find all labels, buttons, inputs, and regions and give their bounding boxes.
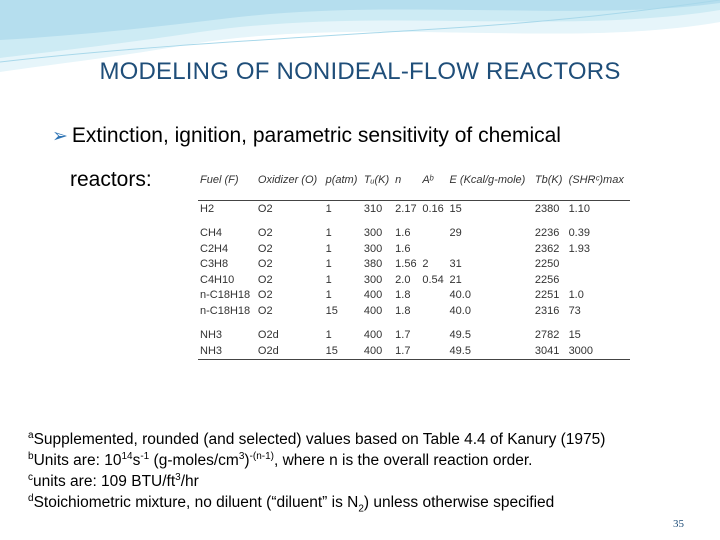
- table-cell: 2782: [534, 329, 560, 342]
- table-cell: NH3: [200, 329, 223, 342]
- table-cell: 1.56: [395, 258, 417, 271]
- footnote-text: /hr: [180, 473, 199, 491]
- footnote-text: Stoichiometric mixture, no diluent (“diluent” is N: [33, 494, 359, 512]
- table-cell: C3H8: [200, 258, 229, 271]
- footnote-marker: c: [28, 472, 33, 483]
- table-cell: [420, 241, 447, 257]
- table-cell: 310: [363, 202, 383, 215]
- table-row: [198, 328, 630, 344]
- table-cell: 400: [363, 304, 383, 317]
- column-header: Tᵤ(K): [363, 174, 390, 186]
- table-header-row: [198, 160, 630, 201]
- table-cell: O2: [257, 273, 273, 286]
- table-cell: [198, 319, 256, 328]
- exponent: 3: [175, 472, 181, 483]
- table-cell: 2236: [534, 227, 560, 240]
- table-cell: NH3: [200, 344, 223, 357]
- footnote-c: [28, 472, 199, 491]
- column-header: E (Kcal/g-mole): [449, 174, 526, 186]
- table-cell: 3041: [534, 344, 560, 357]
- footnote-text: ): [244, 452, 250, 470]
- table-cell: O2: [257, 202, 273, 215]
- table-cell: 40.0: [449, 289, 471, 302]
- table-cell: CH4: [200, 227, 223, 240]
- footnote-text: Units are: 10: [33, 452, 122, 470]
- table-cell: [198, 217, 256, 226]
- table-cell: 29: [449, 227, 462, 240]
- table-cell: 300: [363, 227, 383, 240]
- table-cell: O2d: [257, 329, 279, 342]
- table-row: [198, 217, 630, 226]
- table-cell: 1.8: [395, 304, 411, 317]
- table-cell: 400: [363, 289, 383, 302]
- table-cell: O2: [257, 227, 273, 240]
- table-cell: O2: [257, 258, 273, 271]
- table-cell: C2H4: [200, 242, 229, 255]
- table-cell: 2380: [534, 202, 560, 215]
- table-cell: O2: [257, 242, 273, 255]
- table-cell: 73: [568, 304, 581, 317]
- table-cell: O2d: [257, 344, 279, 357]
- column-header: n: [395, 174, 402, 186]
- table-cell: 1.8: [395, 289, 411, 302]
- table-cell: 400: [363, 329, 383, 342]
- arrow-bullet-icon: ➢: [52, 126, 68, 147]
- subscript: 2: [358, 503, 364, 515]
- table-cell: 1.10: [568, 202, 590, 215]
- table-cell: 40.0: [449, 304, 471, 317]
- table-cell: [324, 319, 362, 328]
- footnote-marker: a: [28, 430, 34, 441]
- table-cell: 2256: [534, 273, 560, 286]
- table-cell: n-C18H18: [200, 304, 251, 317]
- footnote-b: [28, 451, 532, 470]
- exponent: -(n-1): [249, 451, 274, 462]
- table-cell: 1: [325, 273, 332, 286]
- table-cell: 15: [325, 344, 338, 357]
- table-cell: 2316: [534, 304, 560, 317]
- table-row: [198, 319, 630, 328]
- table-cell: [324, 217, 362, 226]
- table-cell: 1.7: [395, 329, 411, 342]
- table-cell: O2: [257, 304, 273, 317]
- column-header: Fuel (F): [200, 174, 239, 186]
- table-cell: [567, 319, 630, 328]
- page-number: 35: [673, 518, 684, 530]
- table-cell: [420, 343, 447, 359]
- table-cell: 300: [363, 242, 383, 255]
- table-cell: 1.6: [395, 227, 411, 240]
- table-cell: [420, 226, 447, 242]
- table-row: [198, 201, 630, 217]
- exponent: -1: [140, 451, 150, 462]
- table-cell: [420, 319, 447, 328]
- table-cell: 1.93: [568, 242, 590, 255]
- table-cell: 380: [363, 258, 383, 271]
- column-header: Oxidizer (O): [257, 174, 318, 186]
- table-cell: 3000: [568, 344, 594, 357]
- table-cell: 0.39: [568, 227, 590, 240]
- table-cell: 1.6: [395, 242, 411, 255]
- table-cell: [420, 217, 447, 226]
- table-cell: 1: [325, 202, 332, 215]
- footnote-marker: d: [28, 493, 34, 504]
- footnote-text: ) unless otherwise specified: [363, 494, 555, 512]
- exponent: 14: [121, 451, 133, 462]
- data-table-container: [194, 160, 646, 418]
- bullet-text: Extinction, ignition, parametric sensitivity of chemical: [71, 124, 561, 147]
- footnote-text: s: [132, 452, 141, 470]
- table-row: [198, 272, 630, 288]
- table-cell: 15: [568, 329, 581, 342]
- table-cell: 2.0: [395, 273, 411, 286]
- table-cell: [420, 288, 447, 304]
- table-cell: [256, 217, 324, 226]
- table-cell: 1: [325, 227, 332, 240]
- table-cell: [362, 319, 393, 328]
- table-row: [198, 288, 630, 304]
- table-cell: 1.0: [568, 289, 584, 302]
- table-cell: 2250: [534, 258, 560, 271]
- table-cell: 2: [422, 258, 429, 271]
- table-row: [198, 257, 630, 273]
- footnote-d: [28, 493, 554, 514]
- table-cell: 2251: [534, 289, 560, 302]
- column-header: Aᵇ: [422, 174, 434, 186]
- table-cell: 15: [449, 202, 462, 215]
- table-cell: [448, 319, 533, 328]
- column-header: (SHRᶜ)max: [568, 174, 624, 186]
- footnote-text: units are: 109 BTU/ft: [33, 473, 176, 491]
- table-cell: [420, 328, 447, 344]
- table-cell: 0.16: [422, 202, 444, 215]
- table-cell: [567, 217, 630, 226]
- slide-title: MODELING OF NONIDEAL-FLOW REACTORS: [99, 58, 621, 85]
- column-header: p(atm): [325, 174, 358, 186]
- table-cell: [567, 257, 630, 273]
- column-header: Tb(K): [534, 174, 563, 186]
- table-row: [198, 343, 630, 359]
- table-cell: [533, 319, 567, 328]
- table-row: [198, 241, 630, 257]
- table-cell: [362, 217, 393, 226]
- table-cell: O2: [257, 289, 273, 302]
- table-cell: 300: [363, 273, 383, 286]
- bullet-continuation: reactors:: [70, 168, 152, 191]
- table-cell: 1: [325, 258, 332, 271]
- table-cell: 400: [363, 344, 383, 357]
- table-cell: 1.7: [395, 344, 411, 357]
- footnote-marker: b: [28, 451, 34, 462]
- table-cell: 1: [325, 329, 332, 342]
- footnote-a: [28, 430, 605, 449]
- table-cell: 15: [325, 304, 338, 317]
- table-cell: 1: [325, 242, 332, 255]
- table-row: [198, 226, 630, 242]
- table-cell: C4H10: [200, 273, 235, 286]
- table-row: [198, 303, 630, 319]
- table-cell: 49.5: [449, 329, 471, 342]
- table-cell: [393, 217, 420, 226]
- table-cell: 1: [325, 289, 332, 302]
- table-cell: 2.17: [395, 202, 417, 215]
- table-cell: [420, 303, 447, 319]
- footnote-text: Supplemented, rounded (and selected) values based on Table 4.4 of Kanury (1975): [33, 431, 606, 449]
- table-cell: [393, 319, 420, 328]
- reactor-data-table: [198, 160, 630, 360]
- footnote-text: , where n is the overall reaction order.: [274, 452, 533, 470]
- exponent: 3: [238, 451, 245, 462]
- footnote-text: (g-moles/cm: [149, 452, 239, 470]
- table-cell: [567, 272, 630, 288]
- table-cell: [448, 217, 533, 226]
- table-cell: H2: [200, 202, 215, 215]
- table-cell: 2362: [534, 242, 560, 255]
- table-cell: 21: [449, 273, 462, 286]
- table-cell: [448, 241, 533, 257]
- table-cell: 31: [449, 258, 462, 271]
- table-cell: 49.5: [449, 344, 471, 357]
- table-cell: [256, 319, 324, 328]
- table-cell: 0.54: [422, 273, 444, 286]
- table-cell: n-C18H18: [200, 289, 251, 302]
- table-cell: [533, 217, 567, 226]
- bullet-item: [52, 124, 561, 148]
